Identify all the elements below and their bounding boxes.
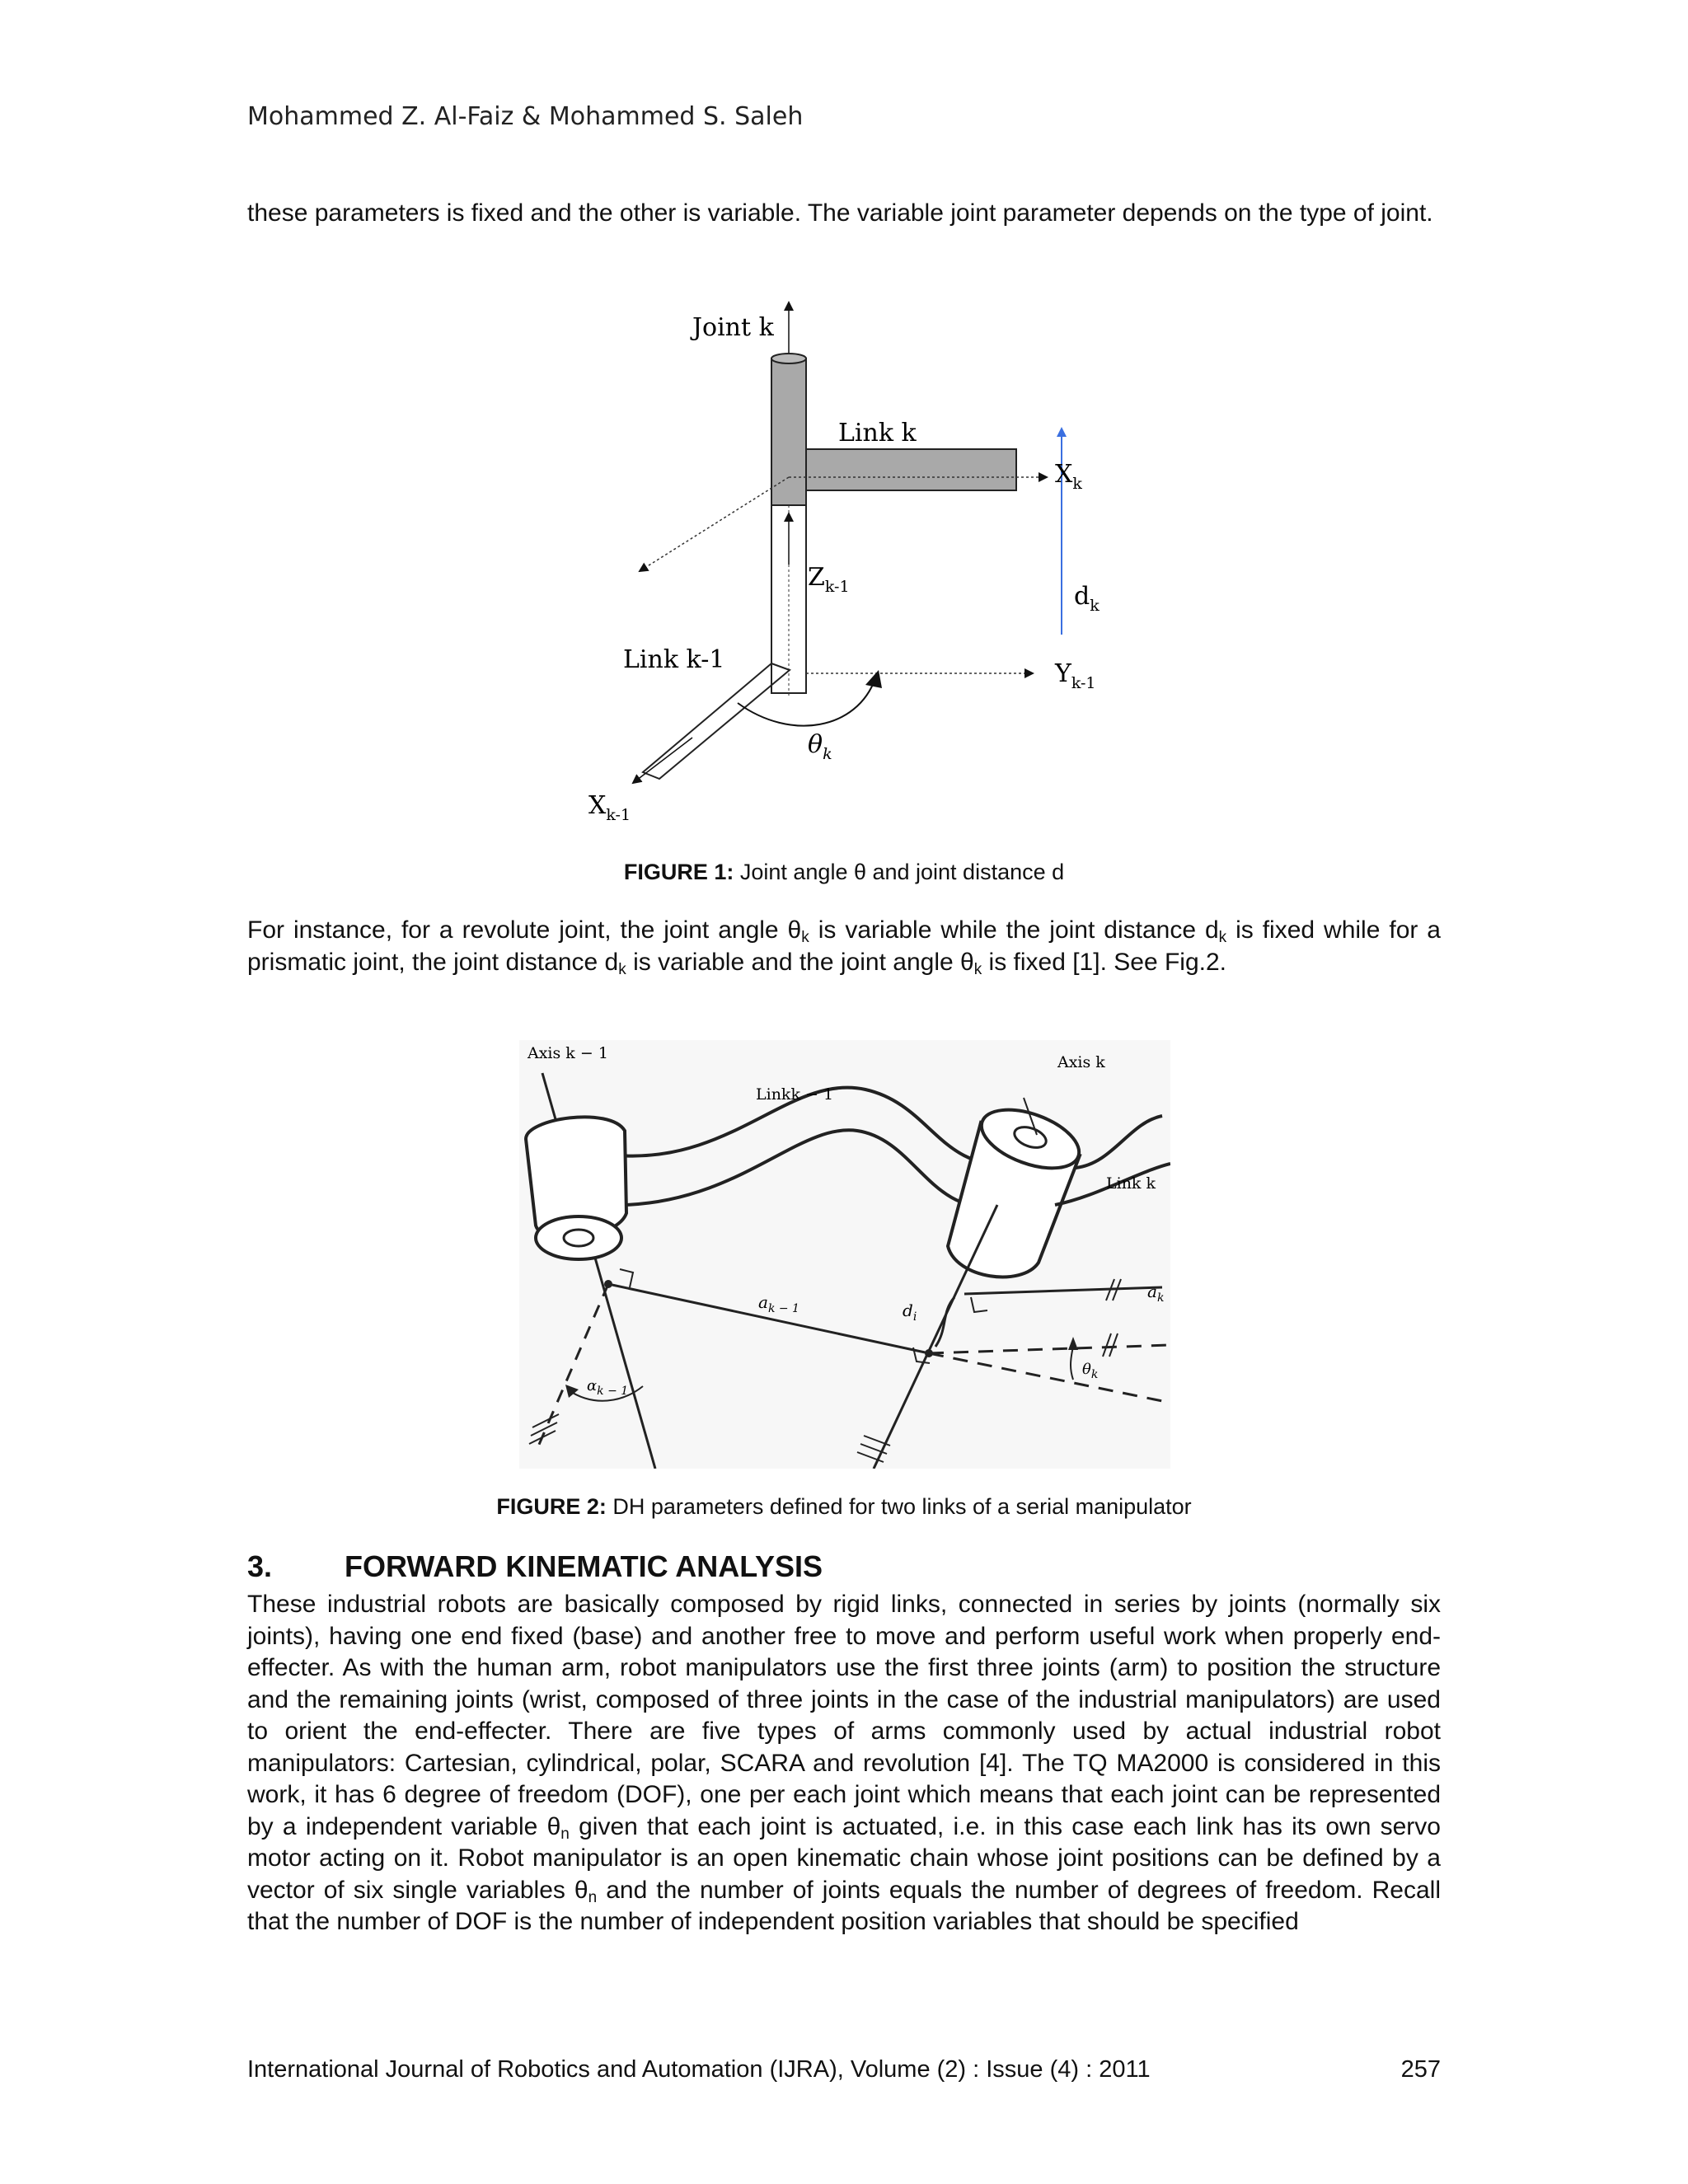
section-3-heading: 3. FORWARD KINEMATIC ANALYSIS [247,1549,823,1583]
label-joint-k: Joint k [692,313,774,342]
figure-2-diagram [519,1040,1170,1469]
label-z-k1: $Z_{k-1}$ [808,563,850,596]
label-link-k1: Link k-1 [623,645,725,674]
label-link-k: Link k [838,419,917,448]
label-x-k1: $X_{k-1}$ [588,791,631,824]
label-axis-k1: Axis k − 1 [528,1044,608,1062]
running-header: Mohammed Z. Al-Faiz & Mohammed S. Saleh [247,102,804,131]
label-theta-k: $\theta_k$ [808,730,832,763]
label-y-k1: $Y_{k-1}$ [1055,659,1096,692]
intro-line-1: these parameters is fixed and the other is variable. The variable joint parameter depends on the [247,199,1293,227]
label-a-k: $a_k$ [1147,1282,1165,1305]
figure-1-caption: FIGURE 1: Joint angle θ and joint distance d [623,860,1065,884]
diagonal-axis [640,477,789,571]
figure-1-diagram [569,293,1146,837]
label-alpha-k1: $\alpha_{k - 1}$ [587,1377,629,1398]
joint-k1-cylinder [526,1117,626,1259]
footer-journal: International Journal of Robotics and Automation (IJRA), Volume (2) : Issue (4) : 2011 [247,2056,1151,2083]
link-k-bar [806,449,1016,490]
label-a-k1: $a_{k - 1}$ [758,1292,799,1315]
intro-paragraph [247,198,1441,230]
section-3-paragraph: These industrial robots are basically composed by rigid links, connected in series by joints (normally six joints), having one end fixed (base) and another free to move and perform useful work when properly end-effecter. As with the human arm, robot manipulators use the first three joints (arm) to position the structure and the remaining joints (wrist, composed of three joints in the case of the industrial manipulators) are used to orient the end-effecter. There are five types of arms commonly used by actual industrial robot manipulators: Cartesian, cylindrical, polar, SCARA and revolution [4]. The TQ MA2000 is considered in this work, it has 6 degree of freedom (DOF), one per each joint which means that each joint can be represented by a independent variable $\theta_n$ given that each joint is actuated, i.e. in this case each link has its own servo motor acting on it. Robot manipulator is an open kinematic chain whose joint positions can be defined by a vector of six single variables $\theta_n$ and the number of joints equals the number of degrees of freedom. Recall that the number of DOF is the number of independent position variables that should be specified [247,1591,1441,1935]
label-link-k1: Linkk − 1 [756,1085,834,1104]
joint-k-cylinder [771,359,806,505]
label-d-i: $d_i$ [903,1301,917,1324]
label-d-k: $d_k$ [1074,582,1100,615]
paragraph-2: For instance, for a revolute joint, the joint angle $\theta_k$ is variable while the joint distance $d_k$ is fixed while for a prismatic joint, the joint distance $d_k$ is variable and the joint angle $\theta_k$ is fixed [1]. See Fig.2. [247,916,1441,978]
intro-line-2: type of joint. [1299,199,1433,227]
page-number: 257 [1400,2056,1441,2083]
figure-2-caption: FIGURE 2: DH parameters defined for two links of a serial manipulator [496,1494,1192,1519]
label-x-k: $X_k$ [1055,460,1082,493]
label-link-k: Link k [1106,1174,1156,1193]
label-theta-k: $\theta_k$ [1082,1361,1099,1381]
page-footer [247,2056,1441,2083]
link-k1-slab [643,663,790,779]
label-axis-k: Axis k [1057,1053,1105,1071]
